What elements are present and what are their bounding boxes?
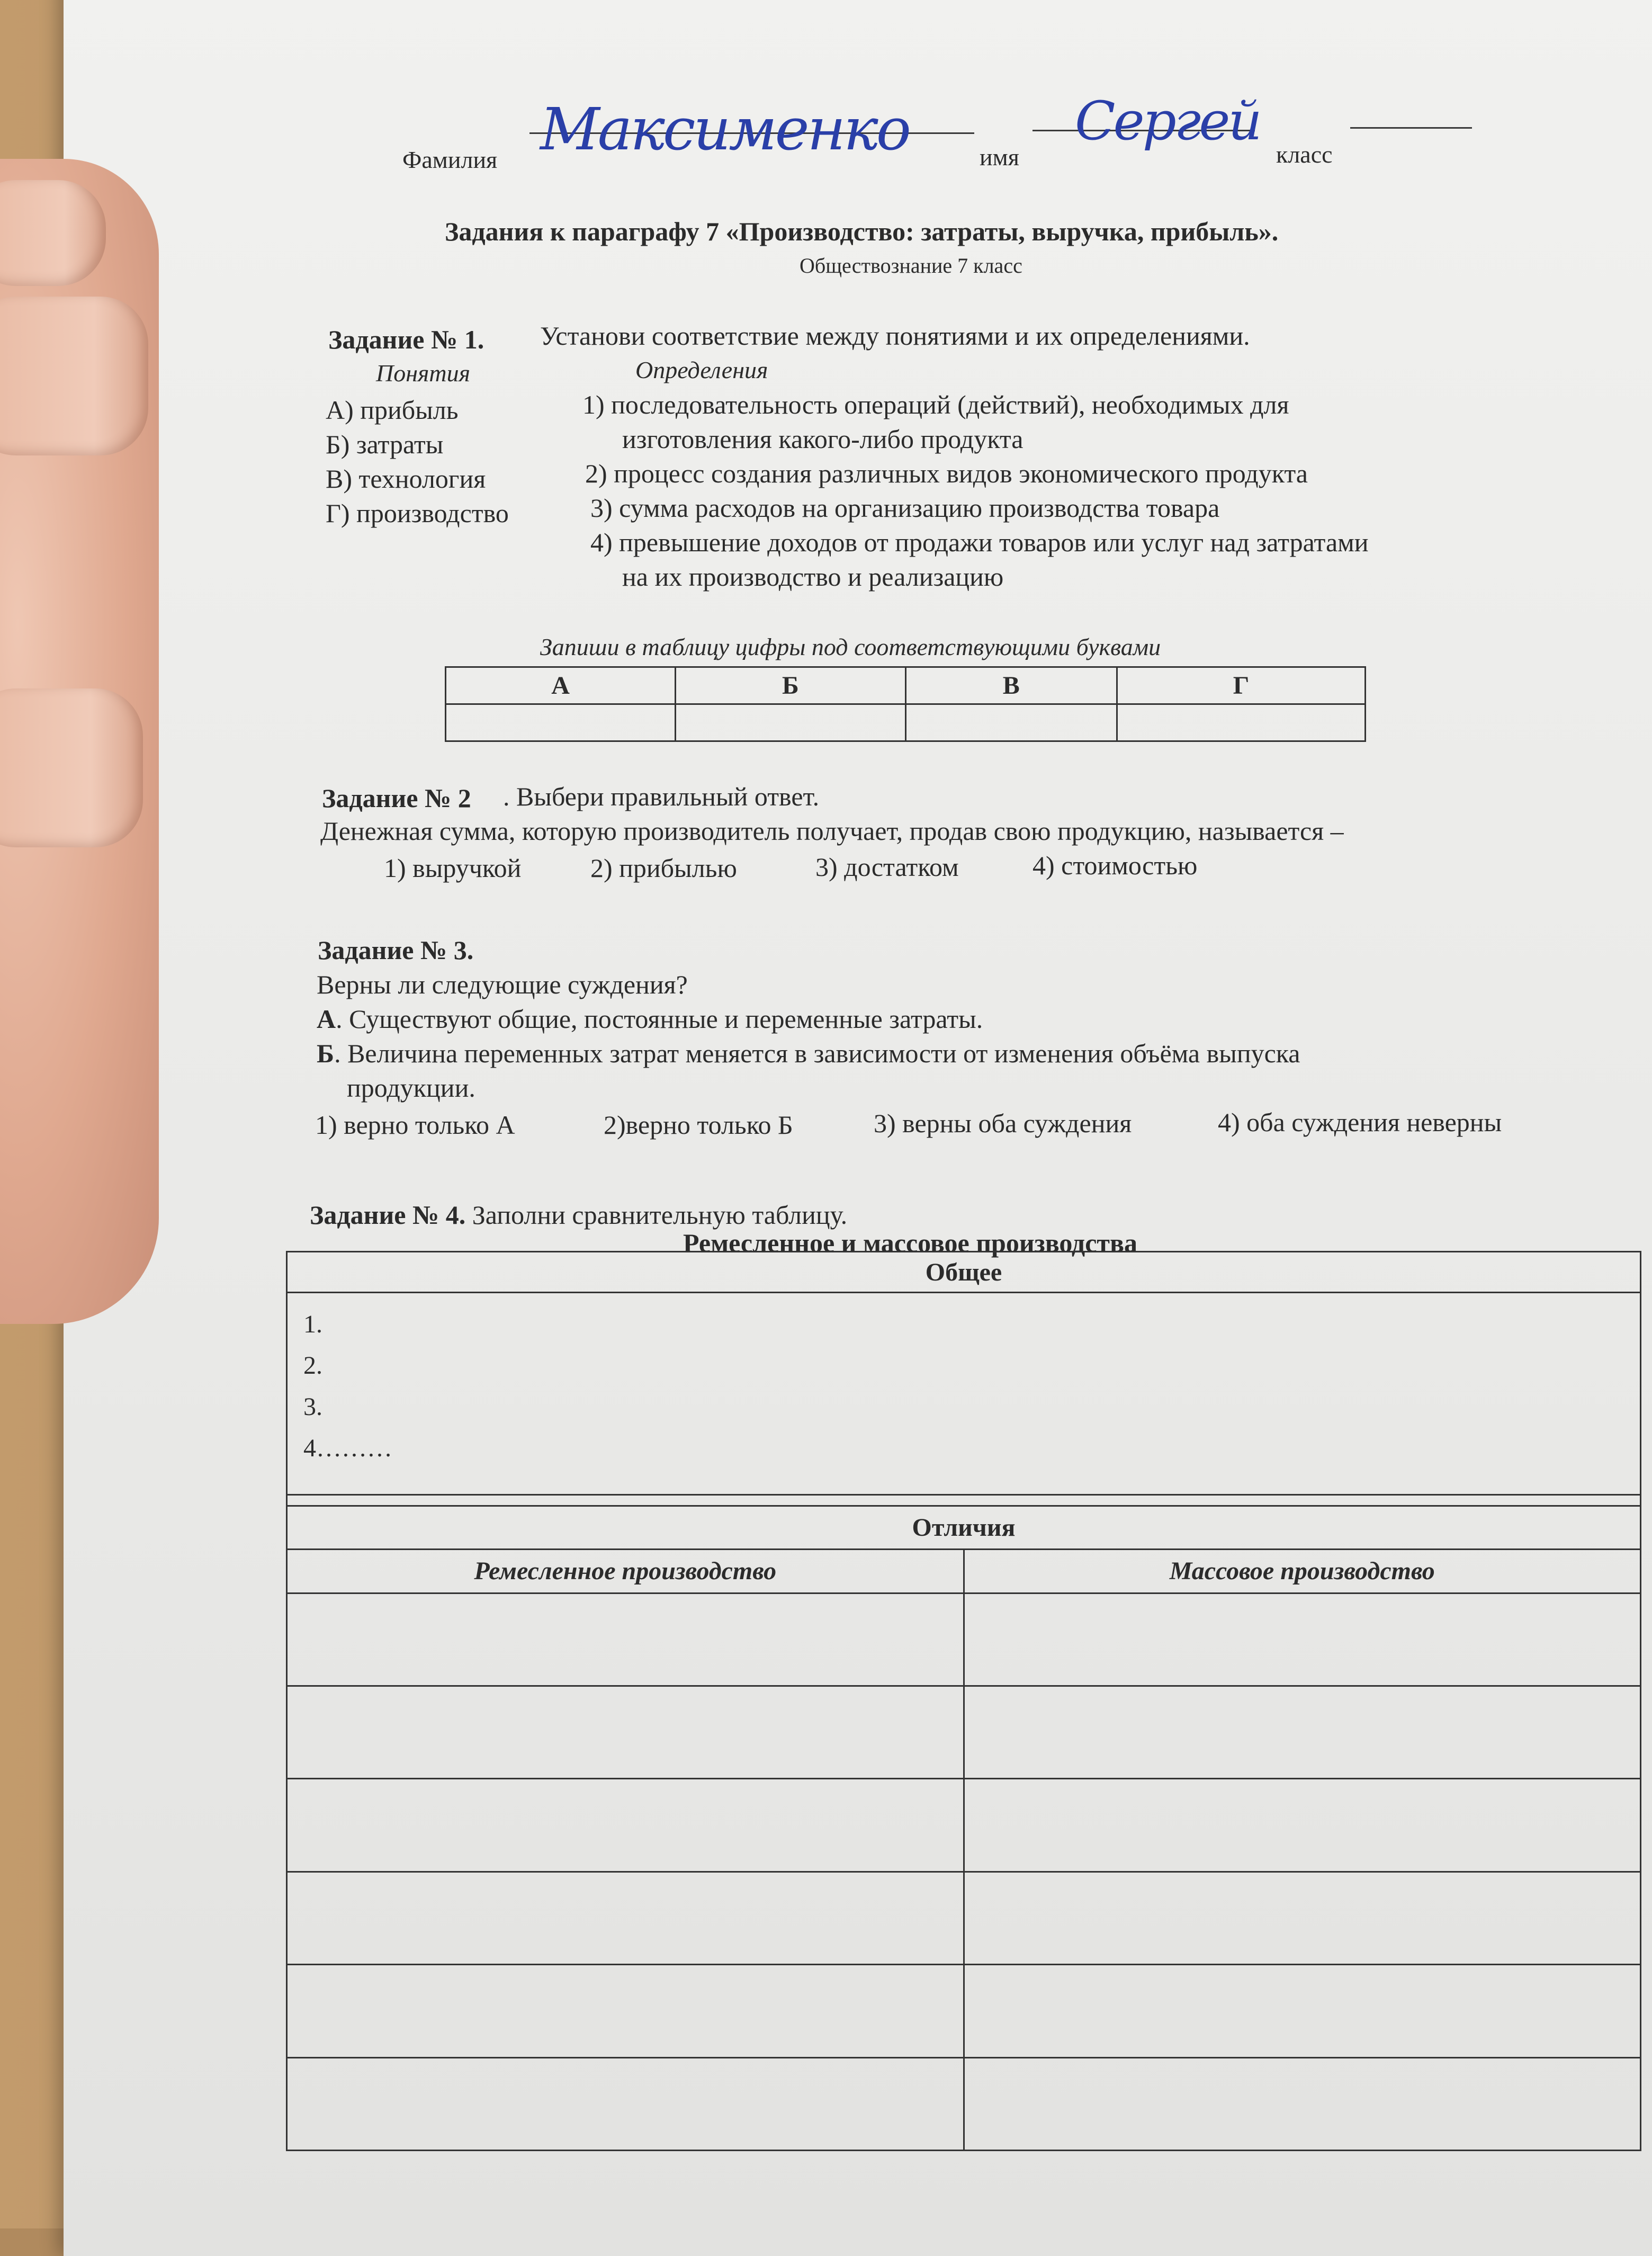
answer-header-a: А [446, 667, 676, 704]
definitions-header: Определения [635, 356, 768, 383]
task3-statement-a [317, 1004, 983, 1034]
mass-cell[interactable] [964, 1593, 1641, 1686]
common-item-4: 4……… [303, 1434, 392, 1463]
class-label: класс [1276, 141, 1333, 168]
task2-label: Задание № 2 [322, 783, 471, 813]
mass-cell[interactable] [964, 1965, 1641, 2057]
task2-option-1: 1) выручкой [384, 853, 522, 883]
surname-handwritten: Максименко [540, 95, 910, 163]
mass-cell[interactable] [964, 1686, 1641, 1779]
spacer-row [287, 1495, 1641, 1506]
craft-cell[interactable] [287, 1779, 964, 1872]
task3-option-4: 4) оба суждения неверны [1218, 1107, 1502, 1137]
task3-statement-b-cont: продукции. [347, 1073, 475, 1103]
task1-text: Установи соответствие между понятиями и их определениями. [540, 321, 1250, 351]
answer-cell-a[interactable] [446, 704, 676, 741]
concept-a: А) прибыль [326, 395, 459, 425]
definition-2: 2) процесс создания различных видов экономического продукта [585, 459, 1308, 488]
task3-option-2: 2)верно только Б [604, 1110, 793, 1140]
surname-label: Фамилия [402, 146, 498, 173]
common-items-cell[interactable] [287, 1293, 1641, 1495]
craft-cell[interactable] [287, 1686, 964, 1779]
common-item-2: 2. [303, 1351, 322, 1380]
concept-b: Б) затраты [326, 429, 444, 459]
mass-cell[interactable] [964, 1779, 1641, 1872]
craft-cell[interactable] [287, 1593, 964, 1686]
finger-index [0, 297, 148, 455]
task2-text: . Выбери правильный ответ. [503, 782, 820, 811]
definition-4: 4) превышение доходов от продажи товаров или услуг над затратами [590, 527, 1369, 557]
definition-3: 3) сумма расходов на организацию производства товара [590, 493, 1220, 523]
answer-cell-v[interactable] [905, 704, 1117, 741]
name-handwritten: Сергей [1075, 90, 1260, 152]
task3-label: Задание № 3. [318, 935, 474, 965]
task3-statement-b [317, 1038, 1300, 1069]
answer-header-v: В [905, 667, 1117, 704]
worksheet-title: Задания к параграфу 7 «Производство: затраты, выручка, прибыль». [445, 217, 1279, 246]
definition-1-cont: изготовления какого-либо продукта [622, 424, 1023, 454]
answer-cell-g[interactable] [1117, 704, 1366, 741]
answer-cell-b[interactable] [676, 704, 905, 741]
task4-table-title: Ремесленное и массовое производства [683, 1228, 1137, 1258]
craft-cell[interactable] [287, 1965, 964, 2057]
task3-question: Верны ли следующие суждения? [317, 970, 688, 999]
answer-header-g: Г [1117, 667, 1366, 704]
task3-letter-a: А [317, 1004, 336, 1034]
definition-4-cont: на их производство и реализацию [622, 562, 1004, 592]
col-header-mass: Массовое производство [964, 1550, 1641, 1593]
task1-label: Задание № 1. [328, 325, 484, 354]
task2-option-4: 4) стоимостью [1032, 851, 1198, 880]
task1-table-caption: Запиши в таблицу цифры под соответствующими буквами [540, 633, 1161, 660]
task3-text-a: . Существуют общие, постоянные и переменные затраты. [336, 1004, 983, 1034]
task4-comparison-table [286, 1251, 1641, 2151]
task4-heading [310, 1199, 847, 1230]
differences-header: Отличия [287, 1506, 1641, 1550]
craft-cell[interactable] [287, 1872, 964, 1964]
concept-v: В) технология [326, 464, 486, 494]
task4-label: Задание № 4. [310, 1200, 466, 1230]
name-label: имя [980, 144, 1019, 171]
definition-1: 1) последовательность операций (действий), необходимых для [582, 390, 1289, 419]
common-item-3: 3. [303, 1393, 322, 1421]
task2-option-3: 3) достатком [815, 852, 959, 882]
craft-cell[interactable] [287, 2057, 964, 2151]
class-underline [1350, 127, 1472, 129]
answer-header-b: Б [676, 667, 905, 704]
task3-letter-b: Б [317, 1039, 335, 1068]
finger-middle [0, 688, 143, 847]
task1-answer-table [445, 666, 1366, 742]
common-header: Общее [287, 1252, 1641, 1293]
task2-option-2: 2) прибылью [590, 853, 737, 883]
mass-cell[interactable] [964, 1872, 1641, 1964]
task4-text: Заполни сравнительную таблицу. [465, 1200, 848, 1230]
mass-cell[interactable] [964, 2057, 1641, 2151]
task3-option-3: 3) верны оба суждения [874, 1108, 1132, 1138]
task3-option-1: 1) верно только А [315, 1110, 515, 1140]
task3-text-b: . Величина переменных затрат меняется в зависимости от изменения объёма выпуска [334, 1039, 1300, 1068]
common-item-1: 1. [303, 1310, 322, 1339]
concepts-header: Понятия [376, 360, 471, 387]
thumb [0, 180, 106, 286]
concept-g: Г) производство [326, 498, 509, 528]
worksheet-subtitle: Обществознание 7 класс [800, 254, 1022, 277]
col-header-craft: Ремесленное производство [287, 1550, 964, 1593]
task2-question: Денежная сумма, которую производитель получает, продав свою продукцию, называется – [320, 816, 1344, 846]
